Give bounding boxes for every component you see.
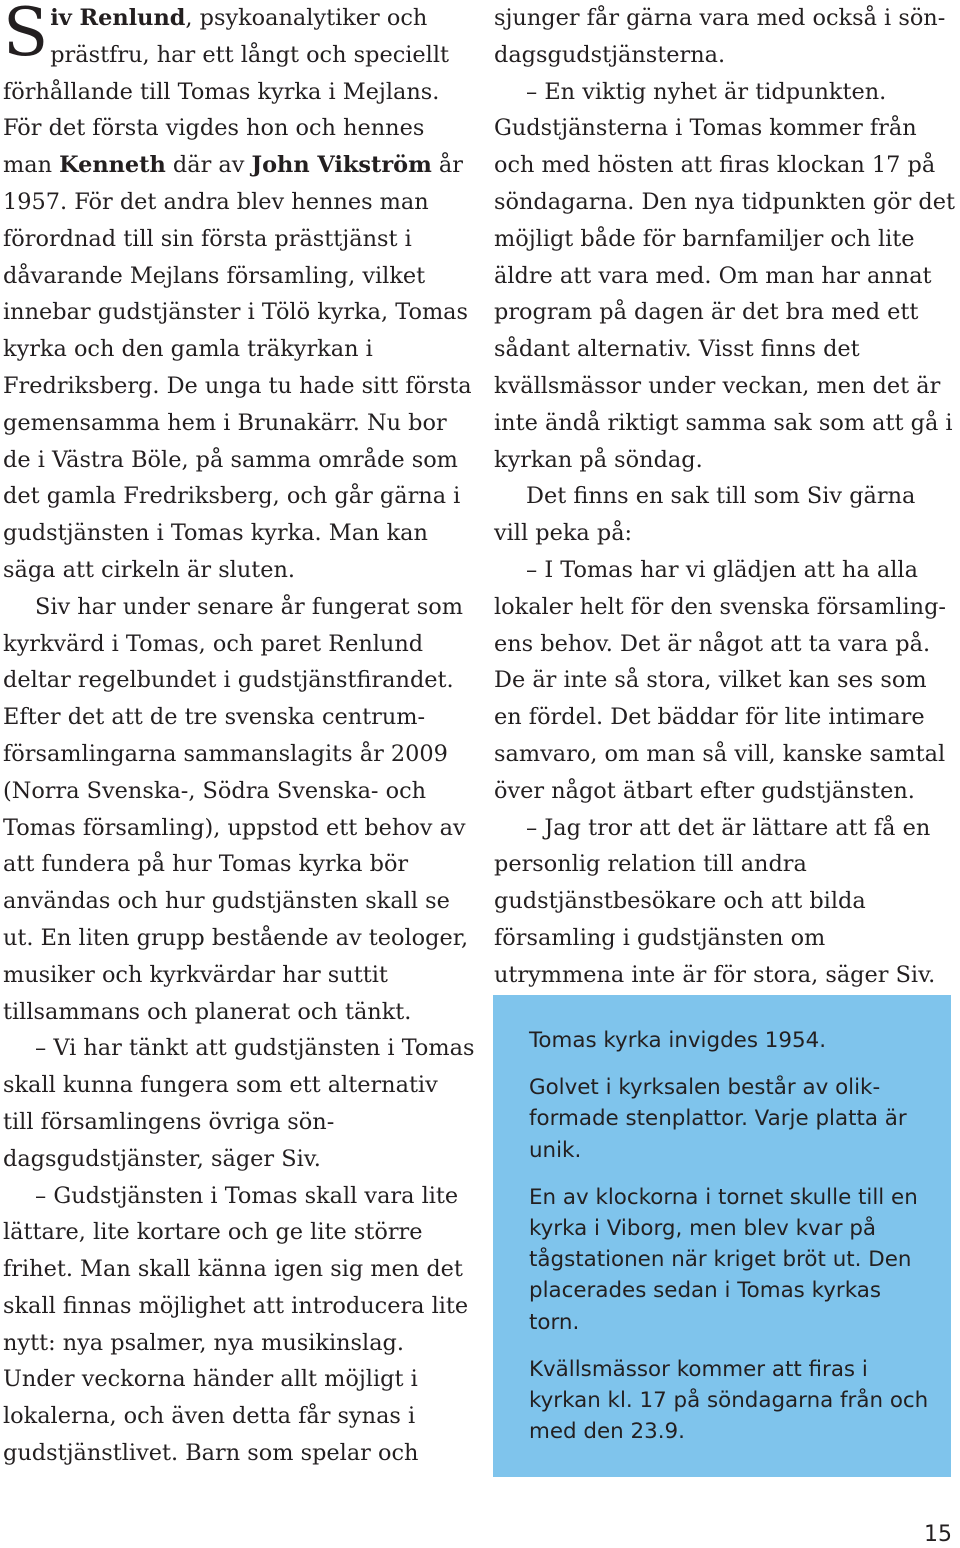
fact-item: Tomas kyrka invigdes 1954.	[529, 1028, 827, 1053]
drop-cap: S	[3, 0, 49, 71]
fact-box	[493, 995, 951, 1477]
article-paragraph: – Vi har tänkt att gudstjänsten i Tomas skall kunna fungera som ett alternativ till församlingens övriga söndagsgudstjänster, säger Siv.	[3, 1035, 475, 1172]
person-name-siv: iv Renlund	[50, 5, 186, 31]
article-paragraph: Siv har under senare år fungerat som kyrkvärd i Tomas, och paret Renlund deltar regelbundet i gudstjänstfirandet. Efter det att de tre svenska centrumförsamlingarna sammanslagits år 2009 (Norra Svenska-, Södra Svenska- och Tomas församling), uppstod ett behov av att fundera på hur Tomas kyrka bör användas och hur gudstjänsten skall se ut. En liten grupp bestående av teologer, musiker och kyrkvärdar har suttit tillsammans och planerat och tänkt.	[3, 593, 469, 1025]
article-paragraph: – I Tomas har vi glädjen att ha alla lokaler helt för den svenska församlingens behov. Det är något att ta vara på. De är inte så stora, vilket kan ses som en fördel. Det bäddar för lite intimare samvaro, om man så vill, kanske samtal över något ätbart efter gudstjänsten.	[494, 556, 946, 804]
article-column-left	[3, 0, 475, 1472]
article-paragraph: sjunger får gärna vara med också i söndagsgudstjänsterna.	[494, 5, 946, 68]
article-paragraph: – Gudstjänsten i Tomas skall vara lite lättare, lite kortare och ge lite större frihet. Man skall känna igen sig men det skall finnas möjlighet att introducera lite nytt: nya psalmer, nya musikinslag. Under veckorna händer allt möjligt i lokalerna, och även detta får synas i gudstjänstlivet. Barn som spelar och	[3, 1182, 469, 1467]
article-paragraph-intro	[3, 0, 475, 589]
person-name-kenneth: Kenneth	[59, 152, 166, 179]
article-paragraph: Det finns en sak till som Siv gärna vill peka på:	[494, 483, 916, 547]
fact-item: Kvällsmässor kommer att firas i kyrkan kl. 17 på söndagarna från och med den 23.9.	[529, 1356, 929, 1445]
article-paragraph: – Jag tror att det är lättare att få en personlig relation till andra gudstjänstbesökare och att bilda församling i gudstjänsten om utrymmena inte är för stora, säger Siv.	[494, 814, 936, 988]
article-paragraph: – En viktig nyhet är tidpunkten. Gudstjänsterna i Tomas kommer från och med hösten att firas klockan 17 på söndagarna. Den nya tidpunkten gör det möjligt både för barnfamiljer och lite äldre att vara med. Om man har annat program på dagen är det bra med ett sådant alternativ. Visst finns det kvällsmässor under veckan, men det är inte ändå riktigt samma sak som att gå i kyrkan på söndag.	[494, 78, 955, 473]
intro-text-c: år 1957. För det andra blev hennes man förordnad till sin första prästtjänst i dåvarande Mejlans församling, vilket innebar gudstjänster i Tölö kyrka, Tomas kyrka och den gamla träkyrkan i Fredriksberg. De unga tu hade sitt första gemensamma hem i Brunakärr. Nu bor de i Västra Böle, på samma område som det gamla Fredriksberg, och går gärna i gudstjänsten i Tomas kyrka. Man kan säga att cirkeln är sluten.	[3, 152, 472, 583]
page-number: 15	[924, 1522, 952, 1547]
intro-text-b: där av	[165, 152, 252, 179]
article-column-right	[494, 0, 956, 1030]
fact-item: En av klockorna i tornet skulle till en kyrka i Viborg, men blev kvar på tågstationen när kriget bröt ut. Den placerades sedan i Tomas kyrkas torn.	[529, 1184, 918, 1335]
fact-item: Golvet i kyrksalen består av olikformade stenplattor. Varje platta är unik.	[529, 1075, 907, 1163]
intro-text-a: , psykoanalytiker och prästfru, har ett långt och speciellt förhållande till Tomas kyrka i Mejlans. För det första vigdes hon och hennes man	[3, 5, 449, 179]
person-name-john: John Vikström	[251, 152, 432, 179]
